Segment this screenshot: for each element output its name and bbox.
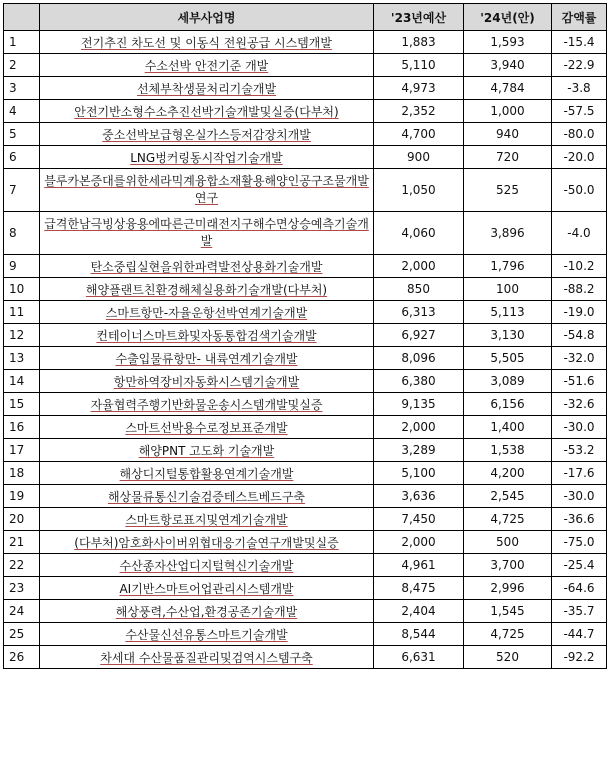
row-number: 24 (4, 600, 40, 623)
budget-2024-cell: 2,996 (464, 577, 552, 600)
project-name-cell: 선체부착생물처리기술개발 (40, 77, 374, 100)
project-name-cell: 항만하역장비자동화시스템기술개발 (40, 370, 374, 393)
row-number: 19 (4, 485, 40, 508)
budget-2024-cell: 1,000 (464, 100, 552, 123)
project-name-cell: 해상물류통신기술검증테스트베드구축 (40, 485, 374, 508)
reduction-rate-cell: -3.8 (552, 77, 607, 100)
budget-2023-cell: 2,000 (374, 255, 464, 278)
budget-2023-cell: 9,135 (374, 393, 464, 416)
project-name-cell: 해양PNT 고도화 기술개발 (40, 439, 374, 462)
table-header-row (4, 4, 607, 31)
reduction-rate-cell: -10.2 (552, 255, 607, 278)
project-name-cell: 중소선박보급형온실가스등저감장치개발 (40, 123, 374, 146)
project-name-cell: 자율협력주행기반화물운송시스템개발및실증 (40, 393, 374, 416)
row-number: 4 (4, 100, 40, 123)
table-row (4, 123, 607, 146)
budget-2024-cell: 940 (464, 123, 552, 146)
budget-2023-cell: 4,700 (374, 123, 464, 146)
table-row (4, 554, 607, 577)
budget-2023-cell: 6,927 (374, 324, 464, 347)
budget-2024-cell: 500 (464, 531, 552, 554)
budget-2024-cell: 525 (464, 169, 552, 212)
project-name-cell: 안전기반소형수소추진선박기술개발및실증(다부처) (40, 100, 374, 123)
reduction-rate-cell: -36.6 (552, 508, 607, 531)
reduction-rate-cell: -50.0 (552, 169, 607, 212)
budget-2024-cell: 1,545 (464, 600, 552, 623)
reduction-rate-cell: -35.7 (552, 600, 607, 623)
table-row (4, 416, 607, 439)
table-row (4, 31, 607, 54)
reduction-rate-cell: -51.6 (552, 370, 607, 393)
table-row (4, 100, 607, 123)
table-row (4, 146, 607, 169)
budget-2023-cell: 900 (374, 146, 464, 169)
row-number: 12 (4, 324, 40, 347)
row-number: 8 (4, 212, 40, 255)
header-budget-2024: '24년(안) (464, 4, 552, 31)
row-number: 22 (4, 554, 40, 577)
reduction-rate-cell: -88.2 (552, 278, 607, 301)
reduction-rate-cell: -20.0 (552, 146, 607, 169)
table-row (4, 577, 607, 600)
table-row (4, 212, 607, 255)
budget-2024-cell: 3,130 (464, 324, 552, 347)
header-reduction-rate: 감액률 (552, 4, 607, 31)
budget-2024-cell: 5,505 (464, 347, 552, 370)
budget-2023-cell: 850 (374, 278, 464, 301)
reduction-rate-cell: -53.2 (552, 439, 607, 462)
budget-2023-cell: 1,050 (374, 169, 464, 212)
budget-2023-cell: 6,631 (374, 646, 464, 669)
budget-2023-cell: 5,100 (374, 462, 464, 485)
budget-2023-cell: 2,000 (374, 531, 464, 554)
header-project-name: 세부사업명 (40, 4, 374, 31)
table-row (4, 347, 607, 370)
budget-2024-cell: 1,593 (464, 31, 552, 54)
budget-2023-cell: 8,544 (374, 623, 464, 646)
reduction-rate-cell: -75.0 (552, 531, 607, 554)
table-row (4, 54, 607, 77)
project-name-cell: 전기추진 차도선 및 이동식 전원공급 시스템개발 (40, 31, 374, 54)
row-number: 9 (4, 255, 40, 278)
reduction-rate-cell: -54.8 (552, 324, 607, 347)
budget-2023-cell: 7,450 (374, 508, 464, 531)
table-row (4, 324, 607, 347)
budget-2024-cell: 1,538 (464, 439, 552, 462)
row-number: 25 (4, 623, 40, 646)
project-name-cell: (다부처)암호화사이버위협대응기술연구개발및실증 (40, 531, 374, 554)
reduction-rate-cell: -32.6 (552, 393, 607, 416)
row-number: 14 (4, 370, 40, 393)
project-name-cell: 스마트항로표지및연계기술개발 (40, 508, 374, 531)
project-name-cell: 수출입물류항만- 내륙연계기술개발 (40, 347, 374, 370)
project-name-cell: 블루카본증대를위한세라믹계융합소재활용해양인공구조물개발연구 (40, 169, 374, 212)
row-number: 26 (4, 646, 40, 669)
budget-2023-cell: 3,636 (374, 485, 464, 508)
row-number: 16 (4, 416, 40, 439)
budget-2023-cell: 2,352 (374, 100, 464, 123)
reduction-rate-cell: -4.0 (552, 212, 607, 255)
budget-2024-cell: 100 (464, 278, 552, 301)
table-row (4, 646, 607, 669)
budget-table (3, 3, 607, 669)
table-row (4, 77, 607, 100)
project-name-cell: AI기반스마트어업관리시스템개발 (40, 577, 374, 600)
project-name-cell: 수소선박 안전기준 개발 (40, 54, 374, 77)
budget-2023-cell: 1,883 (374, 31, 464, 54)
budget-2024-cell: 4,725 (464, 508, 552, 531)
budget-2024-cell: 3,896 (464, 212, 552, 255)
reduction-rate-cell: -92.2 (552, 646, 607, 669)
budget-2023-cell: 3,289 (374, 439, 464, 462)
row-number: 15 (4, 393, 40, 416)
header-budget-2023: '23년예산 (374, 4, 464, 31)
reduction-rate-cell: -44.7 (552, 623, 607, 646)
header-no (4, 4, 40, 31)
row-number: 10 (4, 278, 40, 301)
project-name-cell: 해양플랜트친환경해체실용화기술개발(다부처) (40, 278, 374, 301)
row-number: 21 (4, 531, 40, 554)
project-name-cell: 해상풍력,수산업,환경공존기술개발 (40, 600, 374, 623)
budget-2024-cell: 4,725 (464, 623, 552, 646)
budget-2023-cell: 4,961 (374, 554, 464, 577)
table-row (4, 600, 607, 623)
table-row (4, 370, 607, 393)
budget-2024-cell: 3,940 (464, 54, 552, 77)
reduction-rate-cell: -19.0 (552, 301, 607, 324)
budget-2023-cell: 5,110 (374, 54, 464, 77)
reduction-rate-cell: -57.5 (552, 100, 607, 123)
budget-2024-cell: 720 (464, 146, 552, 169)
row-number: 6 (4, 146, 40, 169)
row-number: 20 (4, 508, 40, 531)
row-number: 5 (4, 123, 40, 146)
project-name-cell: 수산물신선유통스마트기술개발 (40, 623, 374, 646)
table-row (4, 169, 607, 212)
budget-2023-cell: 2,404 (374, 600, 464, 623)
table-row (4, 623, 607, 646)
table-row (4, 508, 607, 531)
project-name-cell: LNG벙커링동시작업기술개발 (40, 146, 374, 169)
budget-2024-cell: 520 (464, 646, 552, 669)
table-row (4, 439, 607, 462)
reduction-rate-cell: -17.6 (552, 462, 607, 485)
budget-2024-cell: 3,700 (464, 554, 552, 577)
budget-2023-cell: 2,000 (374, 416, 464, 439)
row-number: 13 (4, 347, 40, 370)
budget-2023-cell: 8,096 (374, 347, 464, 370)
project-name-cell: 수산종자산업디지털혁신기술개발 (40, 554, 374, 577)
reduction-rate-cell: -30.0 (552, 416, 607, 439)
budget-2024-cell: 1,400 (464, 416, 552, 439)
budget-2024-cell: 5,113 (464, 301, 552, 324)
budget-2024-cell: 3,089 (464, 370, 552, 393)
project-name-cell: 급격한남극빙상융용에따른근미래전지구해수면상승예측기술개발 (40, 212, 374, 255)
reduction-rate-cell: -64.6 (552, 577, 607, 600)
table-row (4, 278, 607, 301)
reduction-rate-cell: -22.9 (552, 54, 607, 77)
row-number: 17 (4, 439, 40, 462)
project-name-cell: 해상디지털통합활용연계기술개발 (40, 462, 374, 485)
budget-2024-cell: 6,156 (464, 393, 552, 416)
table-row (4, 485, 607, 508)
table-row (4, 301, 607, 324)
reduction-rate-cell: -30.0 (552, 485, 607, 508)
budget-2023-cell: 6,380 (374, 370, 464, 393)
row-number: 23 (4, 577, 40, 600)
row-number: 7 (4, 169, 40, 212)
budget-2024-cell: 1,796 (464, 255, 552, 278)
table-row (4, 255, 607, 278)
row-number: 3 (4, 77, 40, 100)
reduction-rate-cell: -80.0 (552, 123, 607, 146)
project-name-cell: 차세대 수산물품질관리및검역시스템구축 (40, 646, 374, 669)
reduction-rate-cell: -32.0 (552, 347, 607, 370)
budget-2023-cell: 4,973 (374, 77, 464, 100)
budget-2023-cell: 8,475 (374, 577, 464, 600)
table-row (4, 531, 607, 554)
budget-2023-cell: 6,313 (374, 301, 464, 324)
project-name-cell: 탄소중립실현을위한파력발전상용화기술개발 (40, 255, 374, 278)
project-name-cell: 스마트선박용수로정보표준개발 (40, 416, 374, 439)
row-number: 1 (4, 31, 40, 54)
row-number: 2 (4, 54, 40, 77)
reduction-rate-cell: -15.4 (552, 31, 607, 54)
project-name-cell: 컨테이너스마트화및자동통합검색기술개발 (40, 324, 374, 347)
project-name-cell: 스마트항만-자율운항선박연계기술개발 (40, 301, 374, 324)
row-number: 11 (4, 301, 40, 324)
budget-2024-cell: 2,545 (464, 485, 552, 508)
budget-2023-cell: 4,060 (374, 212, 464, 255)
budget-2024-cell: 4,784 (464, 77, 552, 100)
row-number: 18 (4, 462, 40, 485)
table-row (4, 393, 607, 416)
reduction-rate-cell: -25.4 (552, 554, 607, 577)
table-row (4, 462, 607, 485)
budget-2024-cell: 4,200 (464, 462, 552, 485)
